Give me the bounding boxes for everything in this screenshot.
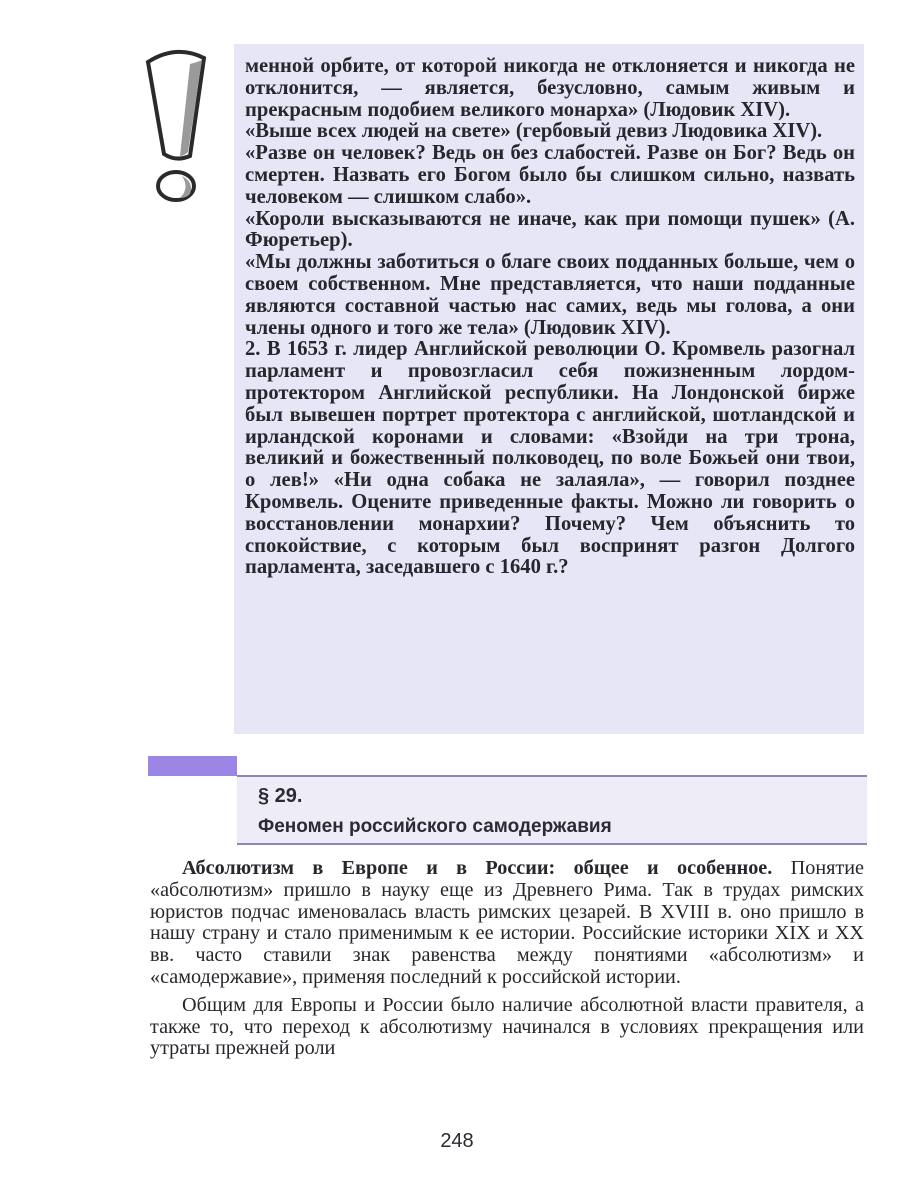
section-rule-bottom bbox=[237, 843, 867, 845]
exclamation-icon bbox=[142, 44, 212, 204]
section-number: § 29. bbox=[258, 785, 303, 807]
section-accent-bar bbox=[148, 756, 237, 776]
quote-motto: «Выше всех людей на свете» (гербовый девиз Людовика XIV). bbox=[245, 120, 823, 143]
paragraph-2: Общим для Европы и России было наличие абсолютной власти правителя, а также то, что переход к абсолютизму начинался в условиях прекращения или утраты прежней роли bbox=[150, 993, 864, 1060]
quote-man-or-god: «Разве он человек? Ведь он без слабостей. Разве он Бог? Ведь он смертен. Назвать его Богом было бы слишком сильно, назвать человеком — слишком слабо». bbox=[245, 142, 855, 208]
section-body bbox=[150, 858, 864, 1066]
quote-furetiere: «Короли высказываются не иначе, как при помощи пушек» (А. Фюретьер). bbox=[245, 207, 855, 252]
quote-louis-subjects: «Мы должны заботиться о благе своих подданных больше, чем о своем собственном. Мне представляется, что наши подданные являются составной частью нас самих, ведь мы голова, а они члены одного и того же тела» (Людовик XIV). bbox=[245, 251, 855, 339]
task-2: 2. В 1653 г. лидер Английской революции О. Кромвель разогнал парламент и провозгласил себя пожизненным лордом-протектором Английской республики. На Лондонской бирже был вывешен портрет протектора с английской, шотландской и ирландской коронами и словами: «Взойди на три трона, великий и божественный полководец, по воле Божьей они твои, о лев!» «Ни одна собака не залаяла», — говорил позднее Кромвель. Оцените приведенные факты. Можно ли говорить о восстановлении монархии? Почему? Чем объяснить то спокойствие, с которым был воспринят разгон Долгого парламента, заседавшего с 1640 г.? bbox=[245, 338, 855, 579]
quote-louis-orbit: менной орбите, от которой никогда не отклоняется и никогда не отклонится, — является, безусловно, самым живым и прекрасным подобием великого монарха» (Людовик XIV). bbox=[245, 55, 855, 121]
paragraph-1 bbox=[150, 858, 864, 989]
paragraph-1-lead: Абсолютизм в Европе и в России: общее и особенное. bbox=[182, 857, 773, 879]
callout-text bbox=[245, 56, 855, 579]
page-number: 248 bbox=[440, 1130, 474, 1152]
paragraph-1-text: Понятие «абсолютизм» пришло в науку еще из Древнего Рима. Так в трудах римских юристов подчас именовалась власть римских цезарей. В XVIII в. оно пришло в нашу страну и стало применимым к ее истории. Российские историки XIX и XX вв. часто ставили знак равенства между понятиями «абсолютизм» и «самодержавие», применяя последний к российской истории. bbox=[150, 857, 864, 988]
section-title: Феномен российского самодержавия bbox=[258, 816, 612, 837]
